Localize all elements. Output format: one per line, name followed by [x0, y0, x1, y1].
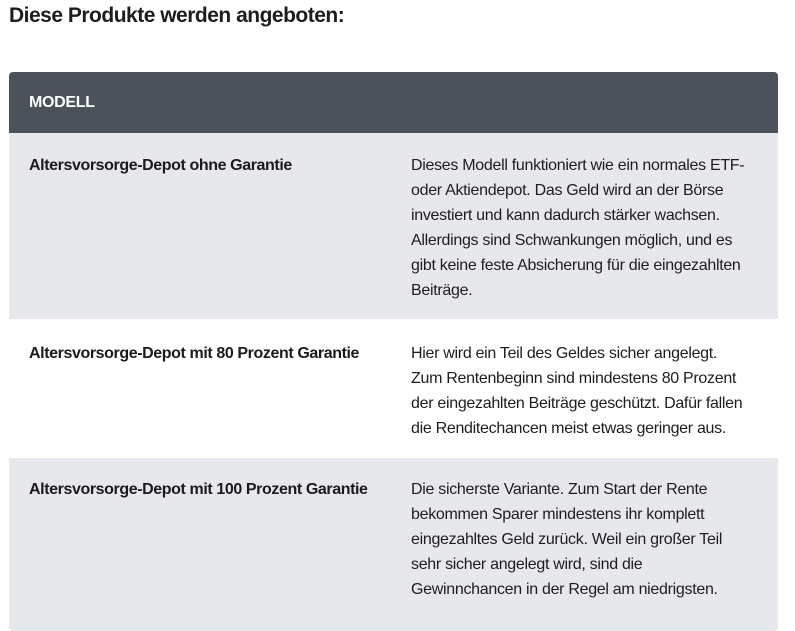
model-description: Dieses Modell funktioniert wie ein normales ETF- oder Aktiendepot. Das Geld wird an der Börse investiert und kann dadurch stärker wachsen. Allerdings sind Schwankungen möglich, und es gibt keine feste Absicherung für die eingezahlten Beiträge. — [411, 157, 745, 299]
model-name: Altersvorsorge-Depot mit 100 Prozent Garantie — [29, 481, 368, 498]
model-description: Hier wird ein Teil des Geldes sicher angelegt. Zum Rentenbeginn sind mindestens 80 Prozent der eingezahlten Beiträge geschützt. Dafür fallen die Renditechancen meist etwas geringer aus. — [411, 345, 743, 437]
table-row — [9, 133, 778, 319]
table-header — [9, 72, 778, 133]
table-row — [9, 319, 778, 458]
model-name: Altersvorsorge-Depot ohne Garantie — [29, 157, 292, 174]
model-description: Die sicherste Variante. Zum Start der Rente bekommen Sparer mindestens ihr komplett eingezahltes Geld zurück. Weil ein großer Teil sehr sicher angelegt wird, sind die Gewinnchancen in der Regel am niedrigsten. — [411, 481, 723, 598]
column-header-model: MODELL — [29, 93, 95, 111]
product-table — [9, 72, 778, 631]
page-title: Diese Produkte werden angeboten: — [9, 4, 345, 27]
model-name: Altersvorsorge-Depot mit 80 Prozent Garantie — [29, 345, 360, 362]
table-row — [9, 458, 778, 631]
